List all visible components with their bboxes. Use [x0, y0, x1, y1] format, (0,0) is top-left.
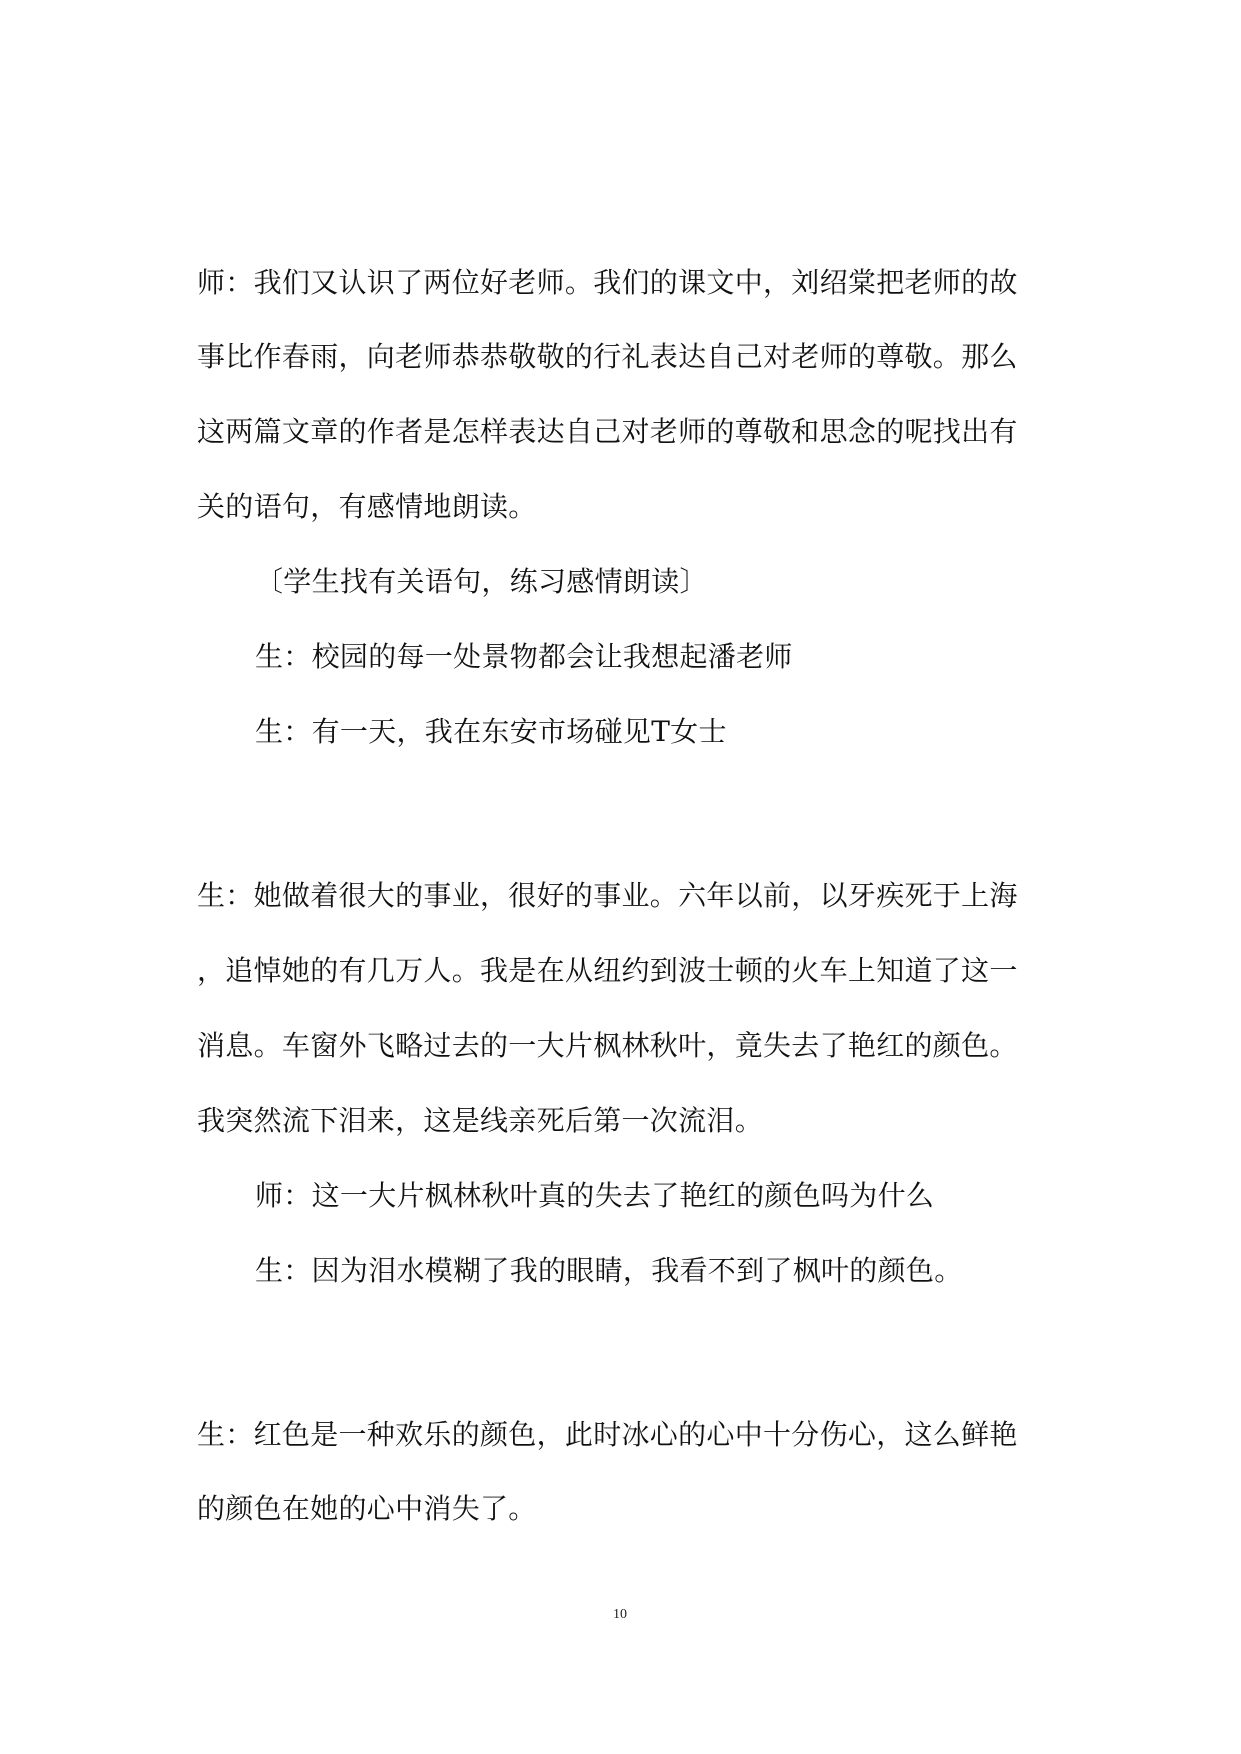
text-line: 关的语句，有感情地朗读。 [197, 490, 537, 523]
text-line: 生：因为泪水模糊了我的眼睛，我看不到了枫叶的颜色。 [255, 1254, 963, 1287]
text-line: 消息。车窗外飞略过去的一大片枫林秋叶，竟失去了艳红的颜色。 [197, 1029, 1018, 1062]
text-line: 生：校园的每一处景物都会让我想起潘老师 [255, 640, 793, 673]
text-line: 〔学生找有关语句，练习感情朗读〕 [255, 565, 708, 598]
text-line: 师：这一大片枫林秋叶真的失去了艳红的颜色吗为什么 [255, 1179, 935, 1212]
text-line: 的颜色在她的心中消失了。 [197, 1492, 537, 1525]
page-number: 10 [613, 1607, 627, 1622]
text-line: 这两篇文章的作者是怎样表达自己对老师的尊敬和思念的呢找出有 [197, 415, 1018, 448]
text-line: 生：红色是一种欢乐的颜色，此时冰心的心中十分伤心，这么鲜艳 [197, 1418, 1018, 1451]
text-line: 我突然流下泪来，这是线亲死后第一次流泪。 [197, 1104, 764, 1137]
text-line: 生：有一天，我在东安市场碰见T女士 [255, 715, 727, 748]
text-line: ，追悼她的有几万人。我是在从纽约到波士顿的火车上知道了这一 [197, 954, 1018, 987]
text-line: 生：她做着很大的事业，很好的事业。六年以前，以牙疾死于上海 [197, 879, 1018, 912]
text-line: 事比作春雨，向老师恭恭敬敬的行礼表达自己对老师的尊敬。那么 [197, 340, 1018, 373]
text-line: 师：我们又认识了两位好老师。我们的课文中，刘绍棠把老师的故 [197, 266, 1018, 299]
